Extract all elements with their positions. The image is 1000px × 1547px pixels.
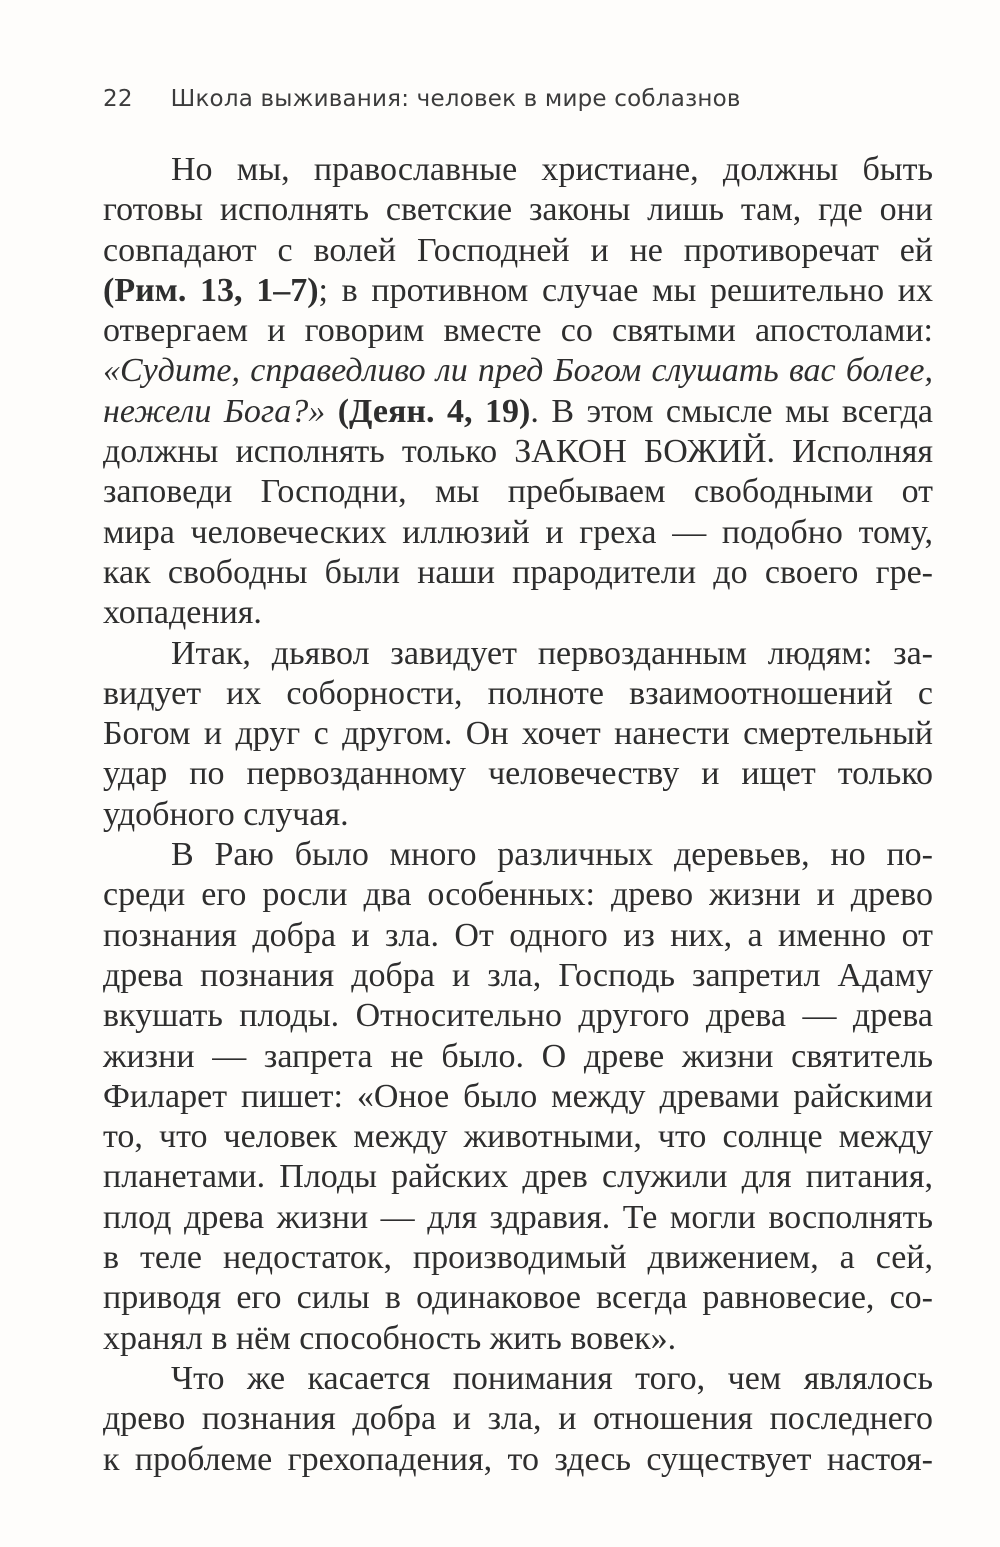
text-line: (Рим. 13, 1–7); в противном случае мы решительно их	[103, 271, 933, 309]
text-line: то, что человек между животными, что солнце между	[103, 1118, 933, 1156]
text-line: к проблеме грехопадения, то здесь существует настоя-	[103, 1440, 933, 1478]
running-title: Школа выживания: человек в мире соблазнов	[170, 86, 741, 112]
text-line: видует их соборности, полноте взаимоотношений с	[103, 674, 933, 712]
text-line: как свободны были наши прародители до своего гре-	[103, 553, 933, 591]
page-number: 22	[103, 86, 133, 112]
text-line: среди его росли два особенных: древо жизни и древо	[103, 876, 933, 914]
text-line: удар по первозданному человечеству и ищет только	[103, 755, 933, 793]
body-text	[103, 150, 933, 1480]
text-line: Что же касается понимания того, чем являлось	[171, 1359, 933, 1397]
text-line: нежели Бога?» (Деян. 4, 19). В этом смысле мы всегда	[103, 392, 934, 430]
scripture-reference: (Рим. 13, 1–7)	[103, 271, 319, 309]
text-line: хранял в нём способность жить вовек».	[103, 1319, 677, 1357]
text-line: планетами. Плоды райских древ служили для питания,	[103, 1158, 933, 1196]
text-line: плод древа жизни — для здравия. Те могли восполнять	[103, 1198, 933, 1236]
quotation: нежели Бога?»	[103, 392, 326, 430]
running-head	[103, 86, 741, 112]
text-line: В Раю было много различных деревьев, но по-	[171, 836, 933, 874]
text-line: совпадают с волей Господней и не противоречат ей	[103, 231, 933, 269]
quotation: «Судите, справедливо ли пред Богом слушать вас более,	[103, 352, 933, 390]
text-line: должны исполнять только ЗАКОН БОЖИЙ. Исполняя	[103, 433, 933, 471]
text-line: Но мы, православные христиане, должны быть	[171, 151, 933, 188]
text-line	[103, 351, 933, 391]
text-line: познания добра и зла. От одного из них, а именно от	[103, 916, 933, 954]
text-line: древо познания добра и зла, и отношения последнего	[103, 1400, 933, 1438]
text-line: Филарет пишет: «Оное было между древами райскими	[103, 1077, 933, 1115]
text-line: приводя его силы в одинаковое всегда равновесие, со-	[103, 1279, 933, 1317]
text-line: вкушать плоды. Относительно другого древа — древа	[103, 997, 933, 1035]
scripture-reference: (Деян. 4, 19)	[337, 392, 531, 430]
text-line: удобного случая.	[103, 795, 349, 833]
text-line: Богом и друг с другом. Он хочет нанести смертельный	[103, 715, 933, 753]
text-line: в теле недостаток, производимый движением, а сей,	[103, 1239, 933, 1277]
text-line: жизни — запрета не было. О древе жизни святитель	[103, 1037, 933, 1075]
text-line: древа познания добра и зла, Господь запретил Адаму	[103, 956, 933, 994]
text-line: мира человеческих иллюзий и греха — подобно тому,	[103, 513, 933, 551]
text-line: готовы исполнять светские законы лишь там, где они	[103, 191, 933, 229]
text-line: заповеди Господни, мы пребываем свободными от	[103, 473, 933, 511]
text-line: Итак, дьявол завидует первозданным людям: за-	[171, 634, 933, 672]
text-line: отвергаем и говорим вместе со святыми апостолами:	[103, 312, 933, 350]
text-line: хопадения.	[103, 594, 262, 632]
